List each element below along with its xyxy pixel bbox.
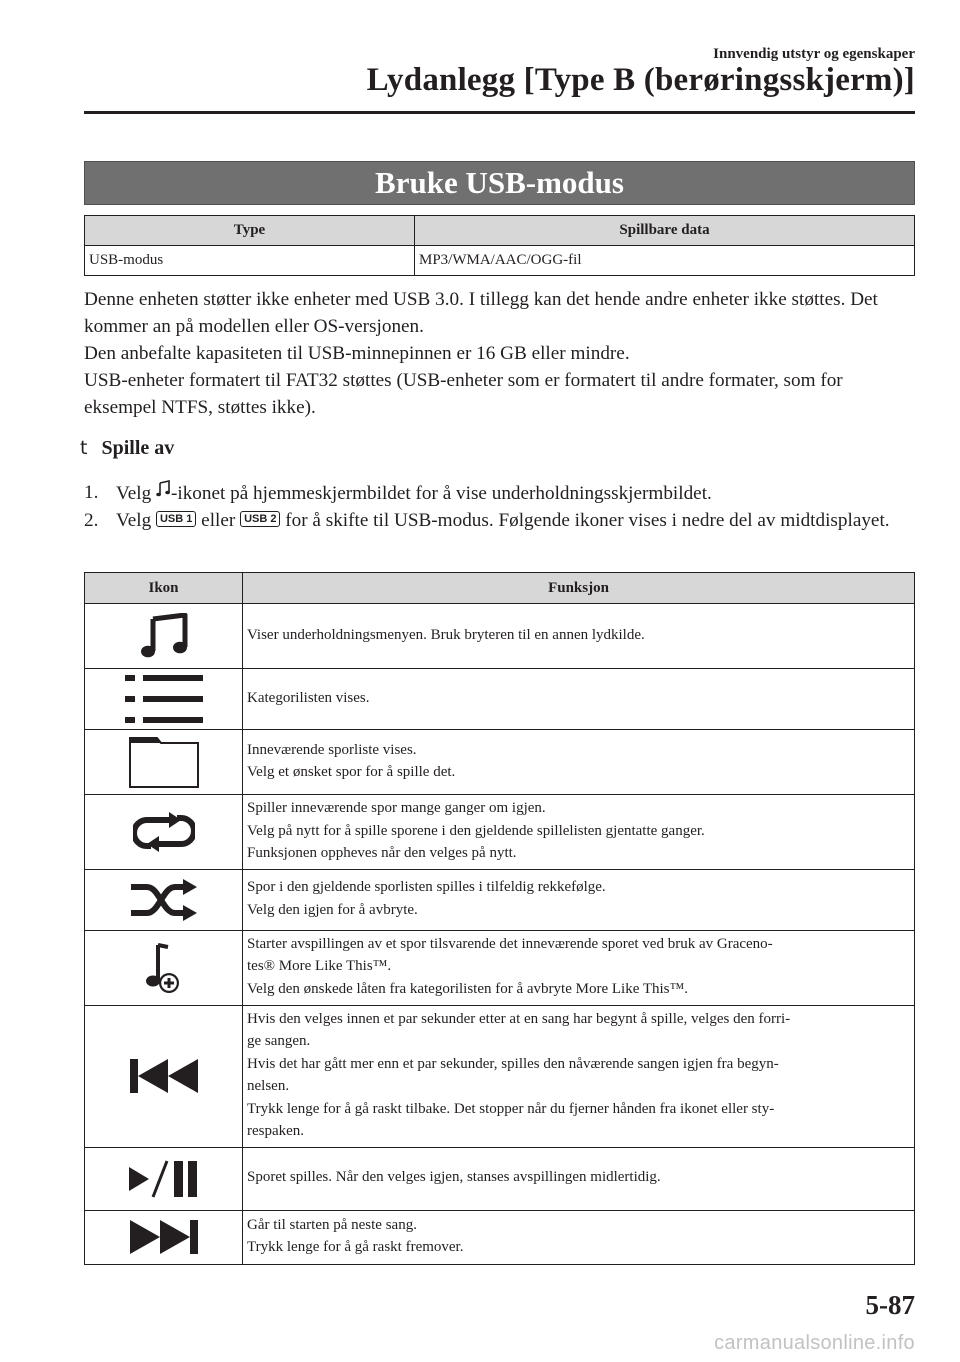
- text-line: Velg et ønsket spor for å spille det.: [247, 764, 456, 780]
- text-line: Velg den ønskede låten fra kategorilisten for å avbryte More Like This™.: [247, 980, 688, 997]
- table-row: [85, 246, 915, 276]
- text-line: Starter avspillingen av et spor tilsvarende det inneværende sporet ved bruk av Graceno-: [247, 935, 773, 952]
- step-number: 2.: [84, 510, 99, 531]
- text-line: Hvis det har gått mer enn et par sekunder, spilles den nåværende sangen igjen fra begyn-: [247, 1055, 779, 1072]
- text-line: nelsen.: [247, 1078, 290, 1094]
- icon-cell: [85, 730, 243, 795]
- function-cell: [243, 1005, 915, 1147]
- text-line: Funksjonen oppheves når den velges på nytt.: [247, 845, 517, 861]
- text-line: Sporet spilles. Når den velges igjen, stanses avspillingen midlertidig.: [247, 1169, 661, 1186]
- icon-cell: [85, 1147, 243, 1210]
- folder-icon: [129, 736, 199, 788]
- table-row: [85, 930, 915, 1005]
- usb1-key-icon: USB 1: [156, 511, 196, 527]
- text-line: respaken.: [247, 1123, 305, 1139]
- function-cell: [243, 1210, 915, 1264]
- table-cell-type: USB-modus: [85, 246, 415, 276]
- repeat-icon: [133, 811, 195, 853]
- text-line: Viser underholdningsmenyen. Bruk bryteren til en annen lydkilde.: [247, 626, 645, 643]
- page-number: 5-87: [865, 1290, 915, 1320]
- table-row: [85, 1210, 915, 1264]
- column-header-icon: Ikon: [85, 573, 243, 604]
- text-line: Går til starten på neste sang.: [247, 1216, 417, 1233]
- more-like-this-icon: [144, 942, 184, 994]
- previous-track-icon: [130, 1058, 198, 1094]
- table-header-row: [85, 573, 915, 604]
- section-banner: Bruke USB-modus: [84, 161, 915, 205]
- table-row: [85, 795, 915, 870]
- icon-cell: [85, 795, 243, 870]
- table-row: [85, 869, 915, 930]
- function-cell: [243, 1147, 915, 1210]
- column-header-function: Funksjon: [243, 573, 915, 604]
- shuffle-icon: [129, 879, 199, 921]
- function-cell: [243, 669, 915, 730]
- text-line: tes® More Like This™.: [247, 958, 392, 975]
- table-row: [85, 604, 915, 669]
- table-row: [85, 1005, 915, 1147]
- text-line: Inneværende sporliste vises.: [247, 741, 417, 758]
- subsection-title: Spille av: [101, 437, 175, 459]
- music-note-icon: [139, 613, 189, 659]
- function-cell: [243, 869, 915, 930]
- column-header-playable-data: Spillbare data: [415, 216, 915, 246]
- step-item: [84, 507, 915, 534]
- section-marker: t: [80, 437, 88, 459]
- function-cell: [243, 795, 915, 870]
- paragraph: Den anbefalte kapasiteten til USB-minnepinnen er 16 GB eller mindre.: [84, 343, 630, 364]
- step-text: Velg USB 1 eller USB 2 for å skifte til USB-modus. Følgende ikoner vises i nedre del av midtdisplayet.: [116, 510, 890, 531]
- usb2-key-icon: USB 2: [240, 511, 280, 527]
- icon-cell: [85, 930, 243, 1005]
- text-line: Kategorilisten vises.: [247, 689, 370, 706]
- column-header-type: Type: [85, 216, 415, 246]
- step-number: 1.: [84, 482, 99, 503]
- text-line: Spor i den gjeldende sporlisten spilles i tilfeldig rekkefølge.: [247, 879, 606, 895]
- table-header-row: [85, 216, 915, 246]
- function-cell: [243, 730, 915, 795]
- icon-cell: [85, 669, 243, 730]
- table-row: [85, 1147, 915, 1210]
- text-line: Spiller inneværende spor mange ganger om igjen.: [247, 800, 546, 816]
- icon-cell: [85, 1210, 243, 1264]
- subsection-heading: [80, 437, 174, 460]
- table-row: [85, 730, 915, 795]
- text-line: Trykk lenge for å gå raskt tilbake. Det stopper når du fjerner hånden fra ikonet eller sty-: [247, 1100, 775, 1117]
- text-line: Velg den igjen for å avbryte.: [247, 901, 418, 918]
- icon-function-table: [84, 572, 915, 1265]
- text-line: Hvis den velges innen et par sekunder etter at en sang har begynt å spille, velges den forri-: [247, 1010, 791, 1027]
- table-cell-data: MP3/WMA/AAC/OGG-fil: [415, 246, 915, 276]
- step-item: [84, 479, 915, 507]
- icon-cell: [85, 869, 243, 930]
- header-rule: [84, 111, 915, 114]
- playable-data-table: [84, 215, 915, 276]
- icon-cell: [85, 1005, 243, 1147]
- icon-cell: [85, 604, 243, 669]
- step-text: Velg -ikonet på hjemmeskjermbildet for å vise underholdningsskjermbildet.: [116, 479, 712, 507]
- text-line: Trykk lenge for å gå raskt fremover.: [247, 1239, 464, 1255]
- category-list-icon: [125, 675, 203, 723]
- table-row: [85, 669, 915, 730]
- music-note-icon: [156, 479, 171, 506]
- intro-text: [84, 286, 915, 421]
- step-list: [84, 479, 915, 534]
- paragraph: USB-enheter formatert til FAT32 støttes (USB-enheter som er formatert til andre formater, som for eksempel NTFS, støttes ikke).: [84, 370, 843, 418]
- text-line: ge sangen.: [247, 1033, 311, 1049]
- next-track-icon: [130, 1219, 198, 1255]
- function-cell: [243, 604, 915, 669]
- chapter-subtitle: Innvendig utstyr og egenskaper: [713, 46, 915, 62]
- text-line: Velg på nytt for å spille sporene i den gjeldende spillelisten gjentatte ganger.: [247, 822, 705, 839]
- play-pause-icon: [129, 1159, 199, 1199]
- paragraph: Denne enheten støtter ikke enheter med USB 3.0. I tillegg kan det hende andre enheter ikke støttes. Det kommer an på modellen eller OS-versjonen.: [84, 289, 878, 337]
- chapter-title: Lydanlegg [Type B (berøringsskjerm)]: [366, 62, 915, 98]
- watermark: carmanualsonline.info: [714, 1332, 915, 1354]
- function-cell: [243, 930, 915, 1005]
